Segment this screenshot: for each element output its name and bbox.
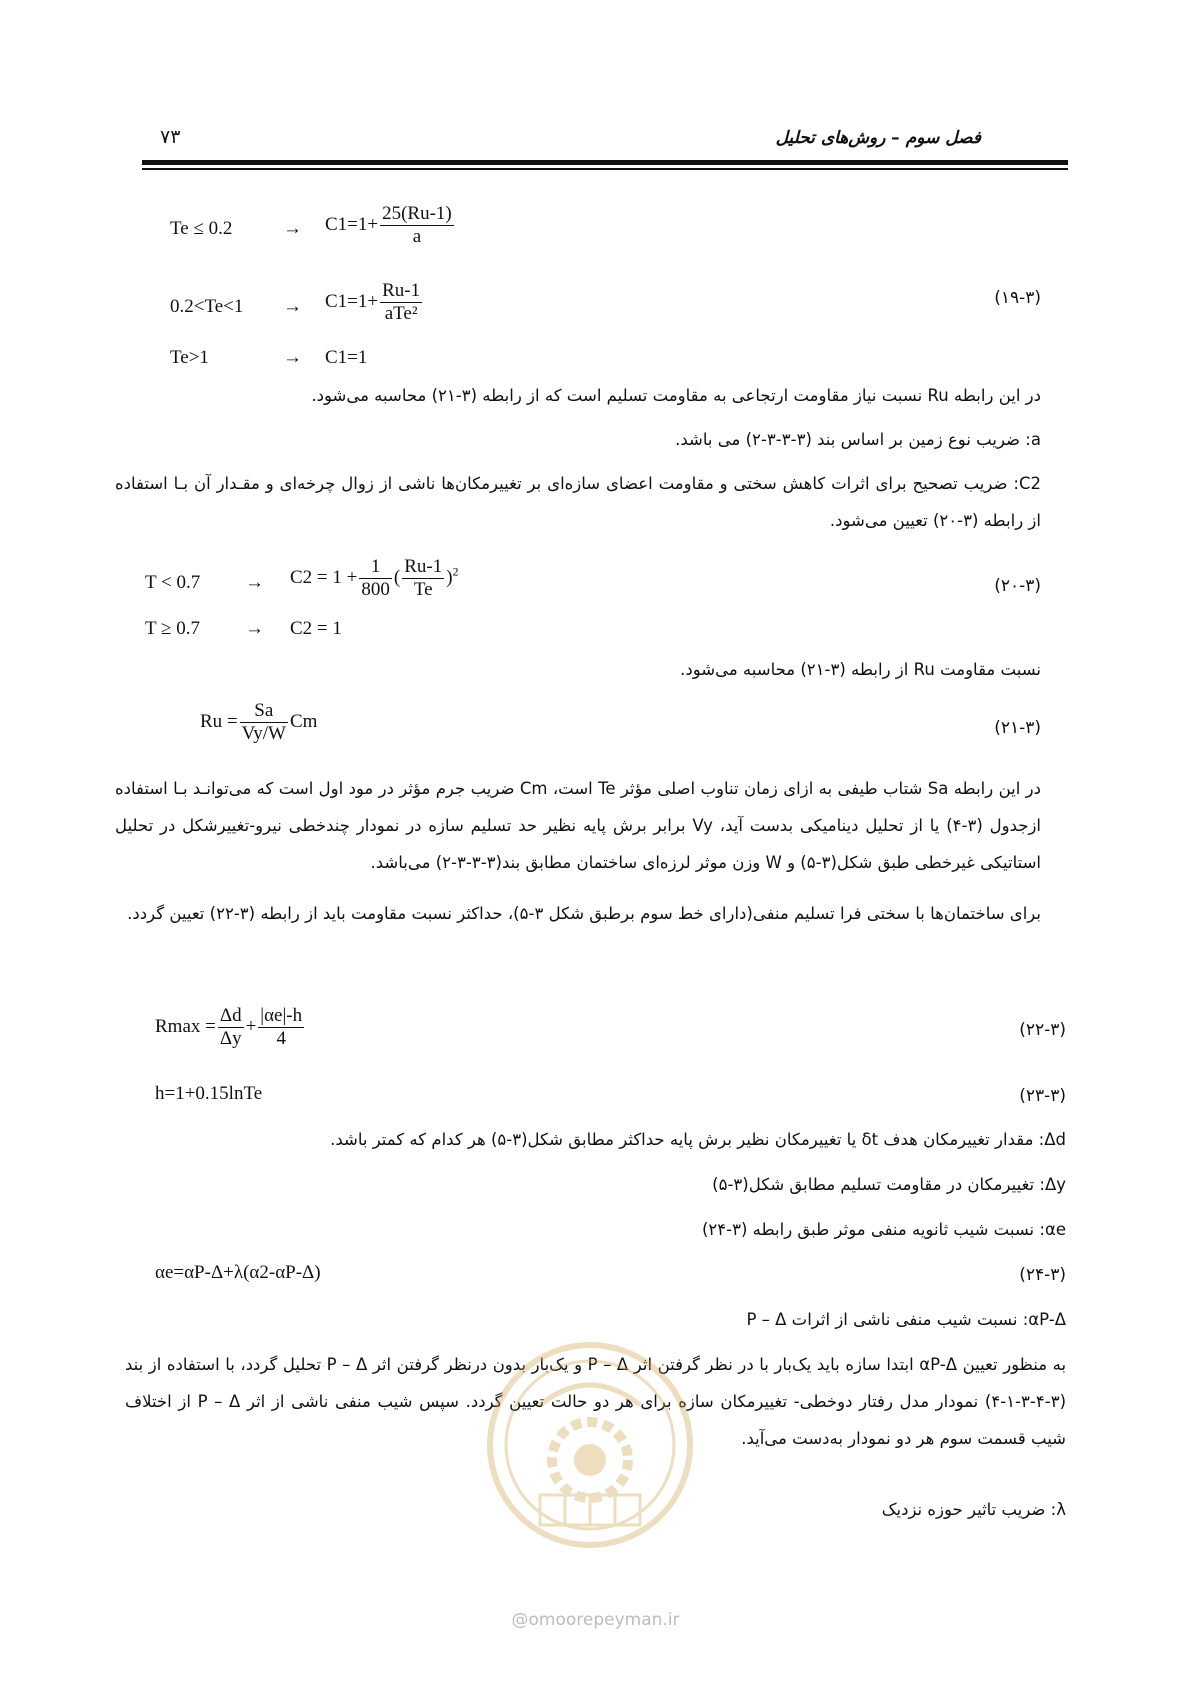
eq19-number: (۱۹-۳) <box>994 288 1041 308</box>
eq24-number: (۲۴-۳) <box>1019 1265 1066 1285</box>
header-rule-thin <box>142 168 1068 170</box>
eq20-number: (۲۰-۳) <box>994 576 1041 596</box>
paragraph-p-delta-procedure: به منظور تعیین αP-Δ ابتدا سازه باید یک‌بار با در نظر گرفتن اثر P – Δ و یک‌بار بدون درنظر گرفتن اثر P – Δ تحلیل گردد، با استفاده از بند (۳-۴-۳-۱-۴) نمودار مدل رفتار دوخطی- تغییرمکان سازه برای هر دو حالت تعیین گردد. سپس شیب منفی ناشی از اثر P – Δ از اختلاف شیب قسمت سوم هر دو نمودار به‌دست می‌آید. <box>125 1355 1067 1448</box>
paragraph-ru-definition: در این رابطه Ru نسبت نیاز مقاومت ارتجاعی به مقاومت تسلیم است که از رابطه (۳-۲۱) محاسبه می‌شود. <box>311 386 1041 405</box>
definition-lambda: λ: ضریب تاثیر حوزه نزدیک <box>881 1500 1066 1519</box>
arrow-icon: → <box>245 572 264 593</box>
eq20-case2-formula: C2 = 1 <box>290 618 342 639</box>
eq20-case2-condition: T ≥ 0.7 <box>145 618 200 639</box>
eq23-formula: h=1+0.15lnTe <box>155 1083 263 1104</box>
definition-alpha-p-delta: αP-Δ: نسبت شیب منفی ناشی از اثرات P – Δ <box>746 1310 1066 1329</box>
eq19-case1-condition: Te ≤ 0.2 <box>170 218 233 239</box>
eq22-formula: Rmax = $\frac{\Delta d}{\Delta y}$ + $\frac{|\alpha e|-h}{4}$ <box>155 1005 303 1049</box>
arrow-icon: → <box>283 296 302 317</box>
watermark-seal-icon <box>480 1335 700 1555</box>
eq21-number: (۲۱-۳) <box>994 718 1041 738</box>
arrow-icon: → <box>283 218 302 239</box>
definition-a: a: ضریب نوع زمین بر اساس بند (۳-۳-۳-۲) می باشد. <box>675 430 1041 449</box>
definition-delta-d: Δd: مقدار تغییرمکان هدف δt یا تغییرمکان نظیر برش پایه حداکثر مطابق شکل(۳-۵) هر کدام که کمتر باشد. <box>330 1130 1066 1149</box>
arrow-icon: → <box>283 347 302 368</box>
definition-alpha-e: αe: نسبت شیب ثانویه منفی موثر طبق رابطه (۳-۲۴) <box>701 1220 1066 1239</box>
definition-c2: C2: ضریب تصحیح برای اثرات کاهش سختی و مقاومت اعضای سازه‌ای بر تغییرمکان‌ها ناشی از زوال چرخه‌ای و مقـدار آن بـا استفاده از رابطه (۳-۲۰) تعیین می‌شود. <box>115 474 1041 530</box>
definition-delta-y: Δy: تغییرمکان در مقاومت تسلیم مطابق شکل(۳-۵) <box>712 1175 1066 1194</box>
paragraph-ru-ratio: نسبت مقاومت Ru از رابطه (۳-۲۱) محاسبه می‌شود. <box>680 660 1041 679</box>
eq19-case3-formula: C1=1 <box>325 347 368 368</box>
eq20-case1-formula: C2 = 1 + $\frac{1}{800}$ ( $\frac{Ru-1}{Te}$ )$^2$ <box>290 556 459 600</box>
eq20-case1-condition: T < 0.7 <box>145 572 201 593</box>
eq19-case2-formula: C1=1+ $\frac{Ru-1}{\text{aTe²}}$ <box>325 280 421 324</box>
header-rule-thick <box>142 160 1068 165</box>
eq19-case3-condition: Te>1 <box>170 347 209 368</box>
at-icon: @ <box>511 1610 529 1630</box>
eq24-formula: αe=αP-Δ+λ(α2-αP-Δ) <box>155 1262 321 1283</box>
arrow-icon: → <box>245 618 264 639</box>
eq19-case2-condition: 0.2<Te<1 <box>170 296 244 317</box>
eq21-formula: Ru = $\frac{Sa}{Vy/W}$ Cm <box>200 700 318 744</box>
eq19-case1-formula: C1=1+ $\frac{25(Ru-1)}{a}$ <box>325 203 452 247</box>
paragraph-negative-stiffness: برای ساختمان‌ها با سختی فرا تسلیم منفی(دارای خط سوم برطبق شکل ۳-۵)، حداکثر نسبت مقاومت باید از رابطه (۳-۲۲) تعیین گردد. <box>127 904 1041 923</box>
paragraph-sa-definition: در این رابطه Sa شتاب طیفی به ازای زمان تناوب اصلی مؤثر Te است، Cm ضریب جرم مؤثر در مود اول است که می‌توانـد بـا استفاده ازجدول (۳-۴) یا از تحلیل دینامیکی بدست آید، Vy برابر برش پایه نظیر حد تسلیم سازه در نمودار چندخطی نیرو-تغییرشکل در تحلیل استاتیکی غیرخطی طبق شکل(۳-۵) و W وزن موثر لرزه‌ای ساختمان مطابق بند(۳-۳-۳-۲) می‌باشد. <box>115 779 1041 872</box>
eq22-number: (۲۲-۳) <box>1019 1020 1066 1040</box>
page-number: ۷۳ <box>160 126 181 148</box>
watermark-site: @omoorepeyman.ir <box>511 1610 680 1630</box>
chapter-title: فصل سوم – روش‌های تحلیل <box>775 128 981 148</box>
eq23-number: (۲۳-۳) <box>1019 1086 1066 1106</box>
